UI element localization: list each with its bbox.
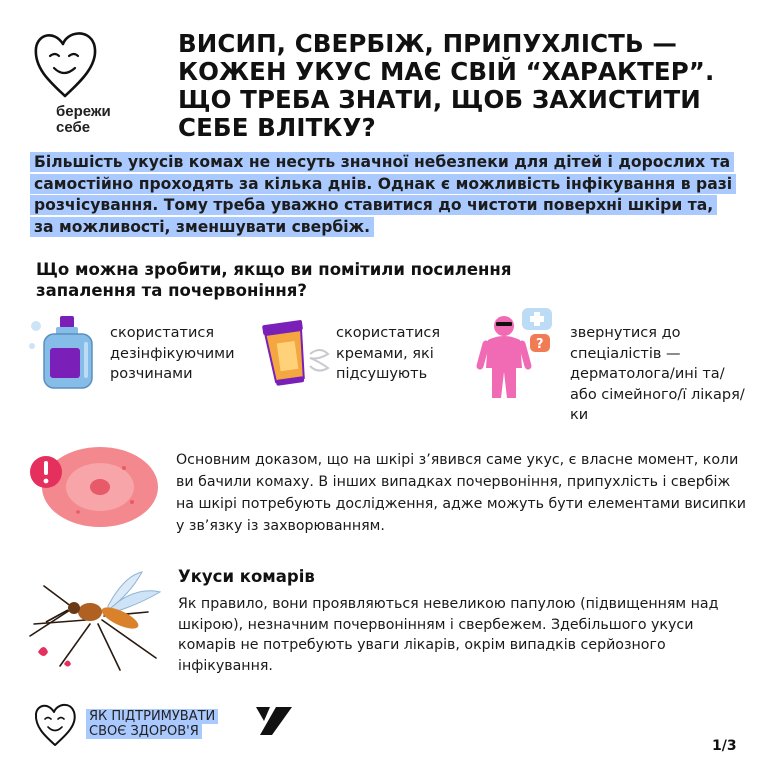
brand-name-line2: себе <box>56 119 91 136</box>
mosquito-text: Як правило, вони проявляються невеликою папулою (підвищенням над шкірою), незначним почервонінням і свербежем. Здебільшого укуси комарів не потребують уваги лікарів, окрім випадків серйозного інфікування. <box>178 596 719 674</box>
footer-label-line2: СВОЄ ЗДОРОВ'Я <box>86 724 202 739</box>
footer-label-line1: ЯК ПІДТРИМУВАТИ <box>86 709 218 724</box>
evidence-text: Основним доказом, що на шкірі з’явився саме укус, є власне момент, коли ви бачили комаху. В інших випадках почервоніння, припухлість і свербіж на шкірі потребують дослідження, адже можуть бути елементами висипки у зв’язку із захворюванням. <box>176 452 746 534</box>
heart-face-icon <box>32 700 78 748</box>
footer-label <box>86 709 236 739</box>
brand-name <box>56 104 111 136</box>
svg-text:?: ? <box>536 337 544 352</box>
mosquito-title: Укуси комарів <box>178 567 315 586</box>
tip-cream-text: скористатися кремами, які підсушують <box>336 325 441 382</box>
doctor-figure-icon <box>476 306 560 402</box>
page-title: ВИСИП, СВЕРБІЖ, ПРИПУХЛІСТЬ — КОЖЕН УКУС МАЄ СВІЙ “ХАРАКТЕР”. ЩО ТРЕБА ЗНАТИ, ЩОБ ЗАХИСТИТИ СЕБЕ ВЛІТКУ? <box>178 29 715 142</box>
question-heading: Що можна зробити, якщо ви помітили посилення запалення та почервоніння? <box>36 260 512 300</box>
skin-bite-icon <box>28 442 163 532</box>
heart-face-icon <box>30 26 100 100</box>
slash-logo-icon <box>254 705 294 737</box>
tip-specialists-text: звернутися до спеціалістів — дерматолога/ині та/або сімейного/ї лікаря/ки <box>570 325 745 423</box>
page-number: 1/3 <box>712 738 737 754</box>
intro-text <box>30 152 736 238</box>
mosquito-icon <box>24 566 164 678</box>
disinfectant-bottle-icon <box>26 312 96 392</box>
tip-disinfect-text: скористатися дезінфікуючими розчинами <box>110 325 235 382</box>
brand-name-line1: бережи <box>56 103 111 120</box>
intro-highlight: Більшість укусів комах не несуть значної небезпеки для дітей і дорослих та самостійно проходять за кілька днів. Однак є можливість інфікування в разі розчісування. Тому треба уважно ставитися до чистоти поверхні шкіри та, за можливості, зменшувати свербіж. <box>30 152 736 237</box>
cream-tube-icon <box>258 318 336 386</box>
